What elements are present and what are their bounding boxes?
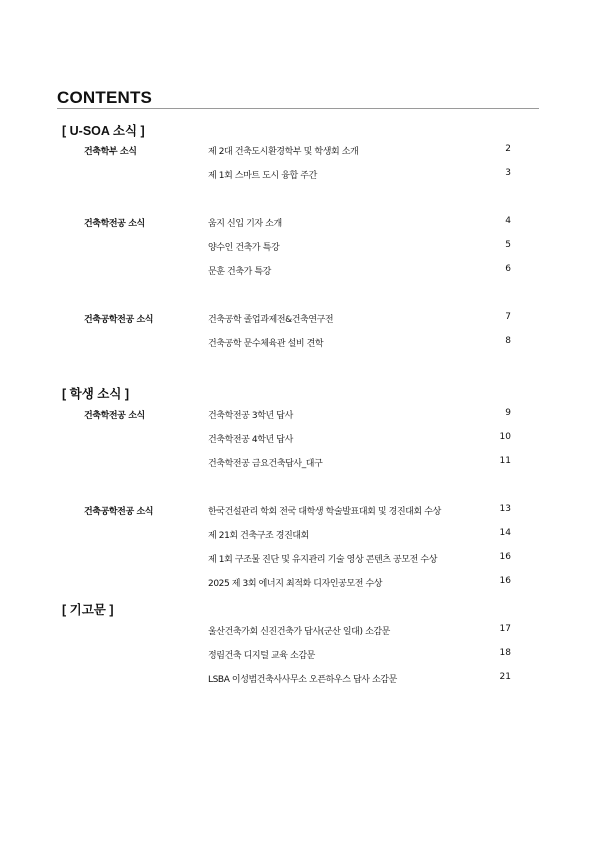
section-heading-usoa: [ U-SOA 소식 ]	[62, 124, 145, 138]
toc-page-number: 7	[505, 312, 511, 322]
toc-entry[interactable]: 2025 제 3회 에너지 최적화 디자인공모전 수상	[208, 579, 383, 589]
dept-label: 건축학전공 소식	[84, 219, 145, 229]
toc-page-number: 11	[499, 456, 511, 466]
toc-entry[interactable]: LSBA 이성범건축사사무소 오픈하우스 답사 소감문	[208, 675, 397, 685]
toc-page-number: 4	[505, 216, 511, 226]
toc-entry[interactable]: 제 2대 건축도시환경학부 및 학생회 소개	[208, 147, 359, 157]
toc-entry[interactable]: 건축학전공 3학년 답사	[208, 411, 293, 421]
toc-page-number: 3	[505, 168, 511, 178]
toc-title: CONTENTS	[57, 88, 153, 107]
toc-page-number: 21	[499, 672, 511, 682]
toc-page-number: 9	[505, 408, 511, 418]
section-heading-contribution: [ 기고문 ]	[62, 603, 114, 617]
toc-page-number: 10	[499, 432, 511, 442]
toc-page-number: 16	[499, 552, 511, 562]
toc-page-number: 2	[505, 144, 511, 154]
toc-page-number: 5	[505, 240, 511, 250]
toc-entry[interactable]: 문훈 건축가 특강	[208, 267, 271, 277]
toc-entry[interactable]: 건축학전공 4학년 답사	[208, 435, 293, 445]
title-divider	[57, 108, 539, 109]
dept-label: 건축학부 소식	[84, 147, 137, 157]
dept-label: 건축공학전공 소식	[84, 507, 154, 517]
toc-entry[interactable]: 울산건축가회 신진건축가 답사(군산 일대) 소감문	[208, 627, 390, 637]
toc-page-number: 6	[505, 264, 511, 274]
dept-label: 건축공학전공 소식	[84, 315, 154, 325]
toc-entry[interactable]: 건축공학 문수체육관 설비 견학	[208, 339, 324, 349]
toc-page-number: 8	[505, 336, 511, 346]
toc-page-number: 17	[499, 624, 511, 634]
toc-entry[interactable]: 정림건축 디지털 교육 소감문	[208, 651, 315, 661]
toc-entry[interactable]: 움지 신입 기자 소개	[208, 219, 282, 229]
toc-entry[interactable]: 제 21회 건축구조 경진대회	[208, 531, 309, 541]
toc-page-number: 14	[499, 528, 511, 538]
dept-label: 건축학전공 소식	[84, 411, 145, 421]
toc-entry[interactable]: 한국건설관리 학회 전국 대학생 학술발표대회 및 경진대회 수상	[208, 507, 441, 517]
toc-entry[interactable]: 양수인 건축가 특강	[208, 243, 280, 253]
toc-entry[interactable]: 제 1회 스마트 도시 융합 주간	[208, 171, 317, 181]
toc-page-number: 18	[499, 648, 511, 658]
toc-page-number: 16	[499, 576, 511, 586]
toc-entry[interactable]: 제 1회 구조물 진단 및 유지관리 기술 영상 콘텐츠 공모전 수상	[208, 555, 437, 565]
section-heading-student: [ 학생 소식 ]	[62, 387, 130, 401]
toc-entry[interactable]: 건축학전공 금요건축답사_대구	[208, 459, 323, 469]
toc-entry[interactable]: 건축공학 졸업과제전&건축연구전	[208, 315, 334, 325]
toc-page-number: 13	[499, 504, 511, 514]
